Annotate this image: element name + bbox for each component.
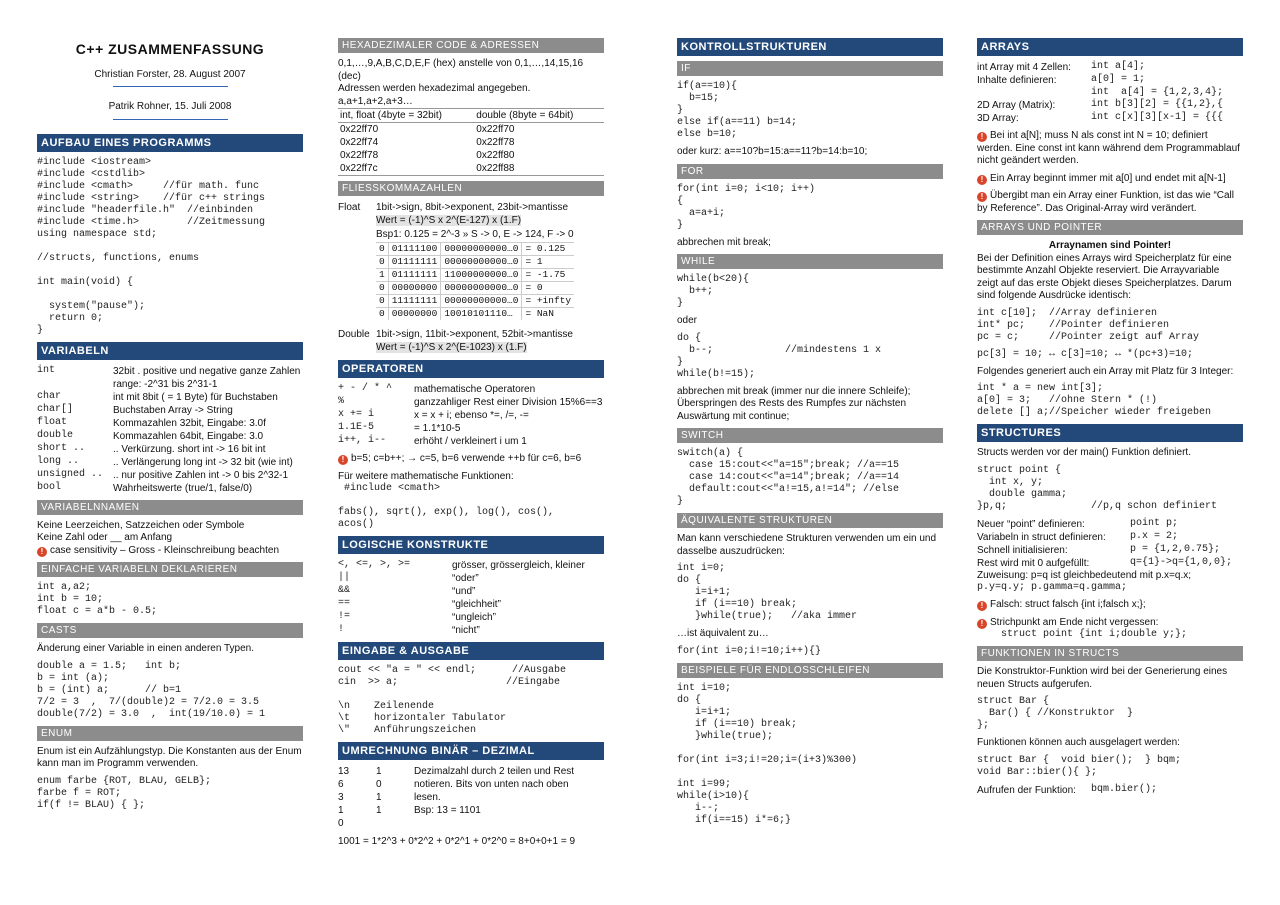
author-2: Patrik Rohner, 15. Juli 2008 xyxy=(108,101,232,112)
heading-funktionen: FUNKTIONEN IN STRUCTS xyxy=(977,646,1243,661)
variable-value: Kommazahlen 32bit, Eingabe: 3.0f xyxy=(113,417,266,429)
code-aeq: int i=0; do { i=i+1; if (i==10) break; }while(true); //aka immer xyxy=(677,563,858,622)
bits-table xyxy=(376,242,574,320)
heading-arrays: ARRAYS xyxy=(977,38,1243,56)
while-note: abbrechen mit break (immer nur die innere Schleife); Überspringen des Rests des Rumpfes zur nächsten Auswärtung mit continue; xyxy=(677,385,911,422)
operator-key: x += i xyxy=(338,409,375,420)
operator-warning xyxy=(338,453,604,466)
array-warning xyxy=(977,173,1243,186)
binary-cell: 0 xyxy=(376,779,382,790)
binary-cell: 1 xyxy=(338,805,344,816)
func-call-code: bqm.bier(); xyxy=(1091,783,1158,795)
bits-cell: = -1.75 xyxy=(522,269,574,282)
logic-value: “nicht” xyxy=(452,625,480,636)
warning-icon: ! xyxy=(977,192,987,202)
logic-list xyxy=(338,559,604,637)
bits-cell: 00000000000…0 xyxy=(441,282,522,295)
hex-header: int, float (4byte = 32bit) xyxy=(340,110,443,121)
binary-sum: 1001 = 1*2^3 + 0*2^2 + 0*2^1 + 0*2^0 = 8+0+0+1 = 9 xyxy=(338,836,576,847)
func-text2: Funktionen können auch ausgelagert werden: xyxy=(977,737,1180,748)
logic-value: grösser, grössergleich, kleiner xyxy=(452,560,585,571)
func-call-label: Aufrufen der Funktion: xyxy=(977,784,1076,796)
variable-value: .. Verlängerung long int -> 32 bit (wie int) xyxy=(113,456,293,468)
bits-cell: 00000000000…0 xyxy=(441,295,522,308)
struct-list xyxy=(977,518,1243,570)
struct-semi xyxy=(977,617,1243,630)
binary-cell xyxy=(376,817,414,830)
bits-cell: 00000000000…0 xyxy=(441,256,522,269)
array-value: int b[3][2] = {{1,2},{ xyxy=(1091,99,1224,110)
binary-cell: lesen. xyxy=(414,792,441,803)
operator-value: ganzzahliger Rest einer Division 15%6==3 xyxy=(414,397,603,408)
binary-cell: 3 xyxy=(338,792,344,803)
binary-cell: 13 xyxy=(338,766,350,777)
heading-enum: ENUM xyxy=(37,726,303,741)
ap-title: Arraynamen sind Pointer! xyxy=(1048,240,1172,251)
func-text: Die Konstruktor-Funktion wird bei der Generierung eines neuen Structs aufgerufen. xyxy=(977,666,1228,690)
ap-text2: Folgendes generiert auch ein Array mit Platz für 3 Integer: xyxy=(977,365,1234,377)
operator-key: 1.1E-5 xyxy=(338,422,375,433)
operator-row xyxy=(338,409,604,422)
array-warning-text: Bei int a[N]; muss N als const int N = 10; definiert werden. Eine const int kann während dem Programmablauf nicht geändert werden. xyxy=(977,130,1240,166)
array-row xyxy=(977,87,1243,99)
logic-value: “ungleich” xyxy=(452,612,496,623)
array-key: 3D Array: xyxy=(977,113,1019,124)
hex-cell: 0x22ff78 xyxy=(476,137,515,148)
warning-icon: ! xyxy=(977,132,987,142)
variable-key: unsigned .. xyxy=(37,468,104,480)
code-func: struct Bar { Bar() { //Konstruktor } }; xyxy=(977,696,1134,731)
binary-row xyxy=(338,791,604,804)
hex-cell: 0x22ff70 xyxy=(340,124,379,135)
float-label: Float xyxy=(338,202,361,213)
variable-row xyxy=(37,430,303,443)
hex-cell: 0x22ff78 xyxy=(340,150,379,161)
operator-value: = 1.1*10-5 xyxy=(414,423,461,434)
code-enum: enum farbe {ROT, BLAU, GELB}; farbe f = ROT; if(f != BLAU) { }; xyxy=(37,775,212,811)
bits-row xyxy=(376,243,574,256)
heading-einfach: EINFACHE VARIABELN DEKLARIEREN xyxy=(37,562,303,577)
heading-varnamen: VARIABELNNAMEN xyxy=(37,500,303,515)
bits-cell: 11111111 xyxy=(388,295,441,308)
struct-semi-code: struct point {int i;double y;}; xyxy=(977,629,1188,640)
variable-row xyxy=(37,469,303,482)
divider xyxy=(113,119,228,120)
code-operatoren: #include <cmath> fabs(), sqrt(), exp(), log(), cos(), acos() xyxy=(338,483,555,530)
code-ap: int c[10]; //Array definieren int* pc; //Pointer definieren pc = c; //Pointer zeigt auf Array xyxy=(977,307,1200,343)
varnamen-line: Keine Leerzeichen, Satzzeichen oder Symbole xyxy=(37,519,245,531)
heading-operatoren: OPERATOREN xyxy=(338,360,604,378)
code-for: for(int i=0; i<10; i++) { a=a+i; } xyxy=(677,183,816,231)
bits-cell: 10010101110… xyxy=(441,308,522,321)
heading-if: IF xyxy=(677,61,943,76)
bits-cell: 00000000 xyxy=(388,282,441,295)
code-func2: struct Bar { void bier(); } bqm; void Bar::bier(){ }; xyxy=(977,754,1182,778)
struct-value: q={1}->q={1,0,0}; xyxy=(1130,556,1233,568)
array-list xyxy=(977,61,1243,125)
binary-row xyxy=(338,778,604,791)
operator-value: erhöht / verkleinert i um 1 xyxy=(414,436,527,447)
variable-key: short .. xyxy=(37,442,86,454)
heading-for: FOR xyxy=(677,164,943,179)
bits-cell: 11000000000…0 xyxy=(441,269,522,282)
array-row xyxy=(977,61,1243,74)
float-bsp: Bsp1: 0.125 = 2^-3 » S -> 0, E -> 124, F -> 0 xyxy=(376,229,574,240)
logic-key: || xyxy=(338,572,351,583)
bits-cell: = 0.125 xyxy=(522,243,574,256)
logic-value: “gleichheit” xyxy=(452,599,501,610)
logic-value: “und” xyxy=(452,586,476,597)
bits-cell: 0 xyxy=(376,256,388,269)
struct-key: Rest wird mit 0 aufgefüllt: xyxy=(977,557,1090,569)
logic-row xyxy=(338,559,604,572)
struct-key: Neuer “point” definieren: xyxy=(977,518,1085,530)
operator-row xyxy=(338,435,604,448)
logic-row xyxy=(338,598,604,611)
variable-key: long .. xyxy=(37,455,80,467)
struct-falsch-text: Falsch: struct falsch {int i;falsch x;}; xyxy=(990,599,1146,610)
while-oder: oder xyxy=(677,315,698,326)
array-warning-text: Übergibt man ein Array einer Funktion, ist das wie “Call by Reference”. Das Original-Array wird verändert. xyxy=(977,190,1234,214)
variable-row xyxy=(37,404,303,417)
heading-arrays-pointer: ARRAYS UND POINTER xyxy=(977,220,1243,235)
bits-row xyxy=(376,282,574,295)
warning-icon: ! xyxy=(977,619,987,629)
logic-row xyxy=(338,611,604,624)
code-if: if(a==10){ b=15; } else if(a==11) b=14; else b=10; xyxy=(677,81,798,140)
binary-cell: 0 xyxy=(338,818,344,829)
binary-cell: notieren. Bits von unten nach oben xyxy=(414,779,569,790)
bits-cell: 0 xyxy=(376,243,388,256)
if-kurz: oder kurz: a==10?b=15:a==11?b=14:b=10; xyxy=(677,146,868,157)
heading-hex: HEXADEZIMALER CODE & ADRESSEN xyxy=(338,38,604,53)
variable-value: .. Verkürzung. short int -> 16 bit int xyxy=(113,443,266,455)
hex-table xyxy=(338,109,604,176)
array-row xyxy=(977,112,1243,125)
column-1 xyxy=(37,38,303,812)
func-call xyxy=(977,784,1243,797)
array-value: int a[4] = {1,2,3,4}; xyxy=(1091,87,1224,98)
code-struct: struct point { int x, y; double gamma; }p,q; //p,q schon definiert xyxy=(977,464,1218,512)
code-aufbau: #include <iostream> #include <cstdlib> #include <cmath> //für math. func #include <string> //für c++ strings #include "headerfile.h" //einbinden #include <time.h> //Zeitmessung using namespace std; //structs, functions, enums int main(void) { system("pause"); return 0; } xyxy=(37,156,266,336)
bits-cell: 1 xyxy=(376,269,388,282)
variable-key: bool xyxy=(37,481,62,493)
bits-cell: 01111100 xyxy=(388,243,441,256)
varnamen-line: Keine Zahl oder __ am Anfang xyxy=(37,532,173,543)
array-warning xyxy=(977,130,1243,168)
binary-cell: Bsp: 13 = 1101 xyxy=(414,805,481,816)
code-while: while(b<20){ b++; } xyxy=(677,274,750,309)
logic-key: == xyxy=(338,598,351,609)
double-row xyxy=(338,328,604,341)
code-endlos: int i=10; do { i=i+1; if (i==10) break; }while(true); for(int i=3;i!=20;i=(i+3)%300) int i=99; while(i>10){ i--; if(i==15) i*=6;} xyxy=(677,682,858,826)
heading-fliess: FLIESSKOMMAZAHLEN xyxy=(338,181,604,196)
code-io: cout << "a = " << endl; //Ausgabe cin >> a; //Eingabe \n Zeilenende \t horizontaler Tabulator \" Anführungszeichen xyxy=(338,665,567,736)
heading-io: EINGABE & AUSGABE xyxy=(338,642,604,660)
hex-header: double (8byte = 64bit) xyxy=(476,110,574,121)
divider xyxy=(113,86,228,87)
variable-key: char[] xyxy=(37,403,74,415)
column-2 xyxy=(338,38,604,849)
varnamen-warning xyxy=(37,545,303,558)
float-row xyxy=(338,201,604,214)
bits-cell: 01111111 xyxy=(388,256,441,269)
binary-cell: Dezimalzahl durch 2 teilen und Rest xyxy=(414,766,575,777)
variable-value: Kommazahlen 64bit, Eingabe: 3.0 xyxy=(113,430,264,442)
struct-key: Variabeln in struct definieren: xyxy=(977,531,1106,543)
ap-text: Bei der Definition eines Arrays wird Speicherplatz für eine bestimmte Anzahl Objekte reserviert. Die Arrayvariable zeigt auf das erste Objekt dieses Speicherplatzes. Darum sind folgende Ausdrücke identisch: xyxy=(977,252,1232,301)
variable-row xyxy=(37,443,303,456)
column-4 xyxy=(977,38,1243,797)
struct-row xyxy=(977,544,1243,557)
variable-value: .. nur positive Zahlen int -> 0 bis 2^32-1 xyxy=(113,469,289,481)
array-row xyxy=(977,74,1243,87)
binary-cell: 1 xyxy=(376,766,382,777)
warning-icon: ! xyxy=(977,601,987,611)
variable-value: Buchstaben Array -> String xyxy=(113,404,233,416)
struct-row xyxy=(977,518,1243,531)
bits-cell: 0 xyxy=(376,308,388,321)
double-label: Double xyxy=(338,329,370,340)
bits-cell: 0 xyxy=(376,295,388,308)
bits-cell: = NaN xyxy=(522,308,574,321)
aeq-text: Man kann verschiedene Strukturen verwenden um ein und dasselbe auszudrücken: xyxy=(677,533,937,557)
binary-table xyxy=(338,765,604,830)
heading-kontroll: KONTROLLSTRUKTUREN xyxy=(677,38,943,56)
binary-cell: 1 xyxy=(376,792,382,803)
bits-row xyxy=(376,295,574,308)
logic-value: “oder” xyxy=(452,573,479,584)
variable-row xyxy=(37,456,303,469)
variable-key: char xyxy=(37,390,62,402)
struct-semi-text: Strichpunkt am Ende nicht vergessen: xyxy=(990,616,1159,628)
logic-row xyxy=(338,624,604,637)
operator-key: + - / * ^ xyxy=(338,383,393,394)
code-dowhile: do { b--; //mindestens 1 x } while(b!=15); xyxy=(677,332,882,380)
operator-more: Für weitere mathematische Funktionen: xyxy=(338,470,514,482)
code-ap2: pc[3] = 10; ↔ c[3]=10; ↔ *(pc+3)=10; xyxy=(977,348,1194,360)
warning-icon: ! xyxy=(338,455,348,465)
logic-key: && xyxy=(338,585,351,596)
struct-row xyxy=(977,531,1243,544)
aeq-mid: …ist äquivalent zu… xyxy=(677,628,769,639)
binary-row xyxy=(338,817,604,830)
struct-falsch xyxy=(977,599,1243,612)
array-key: Inhalte definieren: xyxy=(977,75,1057,86)
double-desc: 1bit->sign, 11bit->exponent, 52bit->mantisse xyxy=(376,329,573,340)
hex-cell: 0x22ff88 xyxy=(476,163,515,174)
variable-row xyxy=(37,417,303,430)
bits-cell: 0 xyxy=(376,282,388,295)
struct-key: Schnell initialisieren: xyxy=(977,544,1068,556)
heading-structures: STRUCTURES xyxy=(977,424,1243,442)
variable-row xyxy=(37,391,303,404)
code-einfach: int a,a2; int b = 10; float c = a*b - 0.5; xyxy=(37,582,158,617)
code-switch: switch(a) { case 15:cout<<"a=15";break; //a==15 case 14:cout<<"a=14";break; //a==14 default:cout<<"a!=15,a!=14"; //else } xyxy=(677,448,900,507)
operator-row xyxy=(338,422,604,435)
logic-key: != xyxy=(338,611,351,622)
array-key xyxy=(977,87,1091,99)
binary-cell xyxy=(414,817,604,830)
operator-key: i++, i-- xyxy=(338,435,387,446)
page-title: C++ ZUSAMMENFASSUNG xyxy=(75,41,265,57)
varnamen-warning-text: case sensitivity – Gross - Kleinschreibung beachten xyxy=(50,544,280,556)
bits-row xyxy=(376,269,574,282)
array-value: a[0] = 1; xyxy=(1091,74,1146,85)
array-warning xyxy=(977,190,1243,215)
heading-casts: CASTS xyxy=(37,623,303,638)
logic-row xyxy=(338,572,604,585)
struct-value: point p; xyxy=(1130,517,1179,529)
array-value: int c[x][3][x-1] = {{{ xyxy=(1091,112,1224,123)
array-row xyxy=(977,99,1243,112)
code-casts: double a = 1.5; int b; b = int (a); b = (int) a; // b=1 7/2 = 3 , 7/(double)2 = 7/2.0 = 3.5 double(7/2) = 3.0 , int(19/10.0) = 1 xyxy=(37,660,266,720)
bits-cell: = 1 xyxy=(522,256,574,269)
heading-aufbau: AUFBAU EINES PROGRAMMS xyxy=(37,134,303,152)
variable-value: int mit 8bit ( = 1 Byte) für Buchstaben xyxy=(113,391,278,403)
hex-line: Adressen werden hexadezimal angegeben. a,a+1,a+2,a+3… xyxy=(338,83,604,109)
operator-value: x = x + i; ebenso *=, /=, -= xyxy=(414,410,529,421)
variable-key: double xyxy=(37,429,74,441)
heading-while: WHILE xyxy=(677,254,943,269)
bits-cell: 01111111 xyxy=(388,269,441,282)
bits-cell: 00000000 xyxy=(388,308,441,321)
bits-cell: = +infty xyxy=(522,295,574,308)
warning-icon: ! xyxy=(977,175,987,185)
code-aeq2: for(int i=0;i!=10;i++){} xyxy=(677,645,822,657)
heading-switch: SWITCH xyxy=(677,428,943,443)
variable-list xyxy=(37,365,303,495)
bits-cell: 00000000000…0 xyxy=(441,243,522,256)
heading-binaer: UMRECHNUNG BINÄR – DEZIMAL xyxy=(338,742,604,760)
bits-row xyxy=(376,256,574,269)
variable-row xyxy=(37,365,303,391)
operator-key: % xyxy=(338,396,345,407)
struct-value: p = {1,2,0.75}; xyxy=(1130,543,1221,555)
casts-text: Änderung einer Variable in einen anderen Typen. xyxy=(37,643,255,654)
warning-icon: ! xyxy=(37,547,47,557)
array-value: int a[4]; xyxy=(1091,61,1146,72)
hex-cell: 0x22ff7c xyxy=(340,163,378,174)
operator-warning-text: b=5; c=b++; → c=5, b=6 verwende ++b für c=6, b=6 xyxy=(351,453,582,464)
double-wert: Wert = (-1)^S x 2^(E-1023) x (1.F) xyxy=(376,342,527,353)
hex-cell: 0x22ff74 xyxy=(340,137,379,148)
binary-cell: 6 xyxy=(338,779,344,790)
heading-endlos: BEISPIELE FÜR ENDLOSSCHLEIFEN xyxy=(677,663,943,678)
heading-logik: LOGISCHE KONSTRUKTE xyxy=(338,536,604,554)
array-key: int Array mit 4 Zellen: xyxy=(977,62,1071,73)
bits-cell: = 0 xyxy=(522,282,574,295)
binary-row xyxy=(338,765,604,778)
struct-zuweisung: Zuweisung: p=q ist gleichbedeutend mit p.x=q.x; xyxy=(977,569,1192,581)
variable-value: 32bit . positive und negative ganze Zahlen range: -2^31 bis 2^31-1 xyxy=(113,365,301,390)
author-1: Christian Forster, 28. August 2007 xyxy=(94,68,246,80)
operator-value: mathematische Operatoren xyxy=(414,384,536,395)
for-break: abbrechen mit break; xyxy=(677,236,771,248)
variable-row xyxy=(37,482,303,495)
operator-list xyxy=(338,383,604,448)
operator-row xyxy=(338,396,604,409)
heading-aequivalent: ÄQUIVALENTE STRUKTUREN xyxy=(677,513,943,528)
bits-row xyxy=(376,308,574,321)
variable-key: int xyxy=(37,364,56,376)
column-3 xyxy=(677,38,943,827)
array-warning-text: Ein Array beginnt immer mit a[0] und endet mit a[N-1] xyxy=(990,172,1226,184)
hex-cell: 0x22ff70 xyxy=(476,124,515,135)
enum-text: Enum ist ein Aufzählungstyp. Die Konstanten aus der Enum kann man im Programm verwenden. xyxy=(37,745,302,769)
struct-value: p.x = 2; xyxy=(1130,530,1179,542)
code-ap3: int * a = new int[3]; a[0] = 3; //ohne Stern * (!) delete [] a;//Speicher wieder freigeben xyxy=(977,383,1212,418)
logic-row xyxy=(338,585,604,598)
hex-cell: 0x22ff80 xyxy=(476,150,515,161)
struct-row xyxy=(977,557,1243,570)
binary-row xyxy=(338,804,604,817)
hex-line: 0,1,…,9,A,B,C,D,E,F (hex) anstelle von 0,1,…,14,15,16 (dec) xyxy=(338,58,584,82)
logic-key: <, <=, >, >= xyxy=(338,559,411,570)
array-key: 2D Array (Matrix): xyxy=(977,100,1056,111)
operator-row xyxy=(338,383,604,396)
float-wert: Wert = (-1)^S x 2^(E-127) x (1.F) xyxy=(376,215,522,226)
binary-cell: 1 xyxy=(376,805,382,816)
logic-key: ! xyxy=(338,624,345,635)
struct-text: Structs werden vor der main() Funktion definiert. xyxy=(977,447,1191,458)
variable-key: float xyxy=(37,416,68,428)
variable-value: Wahrheitswerte (true/1, false/0) xyxy=(113,482,253,494)
struct-zuweisung-2: p.y=q.y; p.gamma=q.gamma; xyxy=(977,582,1128,593)
heading-variablen: VARIABELN xyxy=(37,342,303,360)
float-desc: 1bit->sign, 8bit->exponent, 23bit->mantisse xyxy=(376,202,569,213)
